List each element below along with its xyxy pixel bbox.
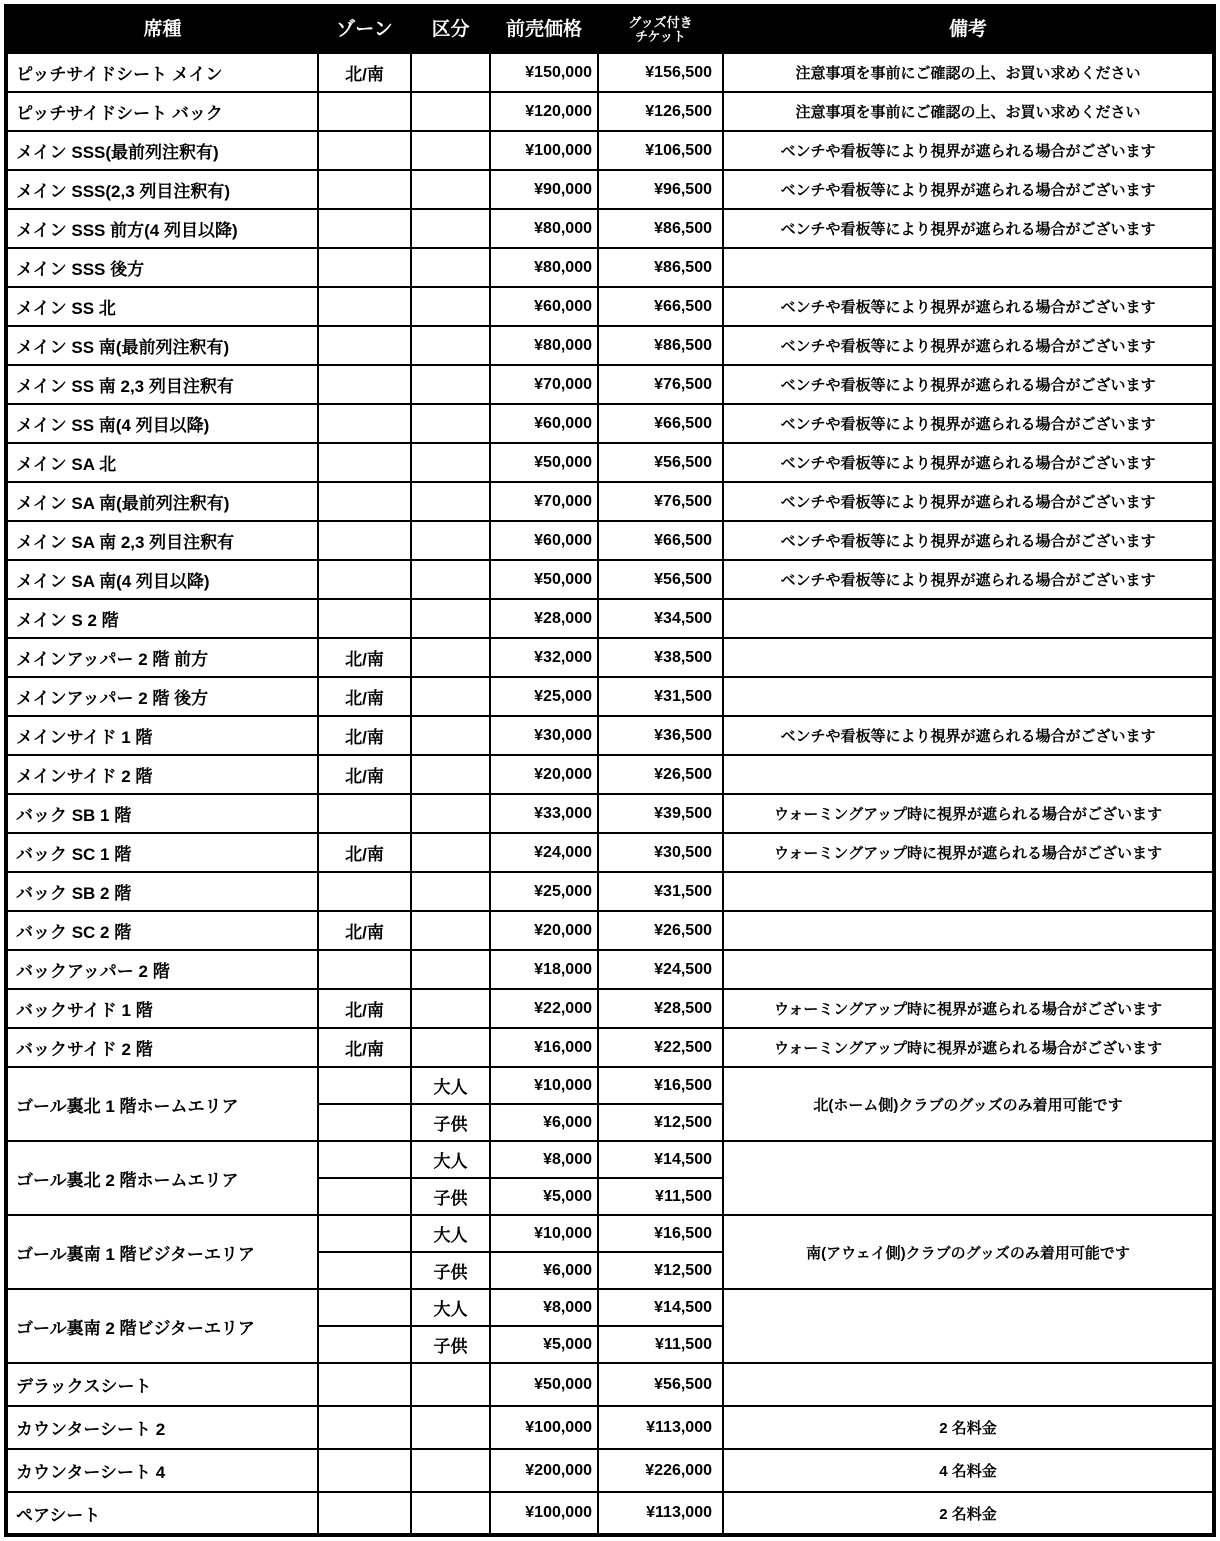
advance-price-cell: ¥25,000 [490, 872, 598, 911]
seat-type-cell: メイン SSS(最前列注釈有) [6, 131, 318, 170]
zone-cell [318, 131, 411, 170]
zone-cell: 北/南 [318, 716, 411, 755]
remarks-cell [723, 950, 1214, 989]
zone-cell [318, 950, 411, 989]
advance-price-cell: ¥5,000 [490, 1326, 598, 1363]
remarks-cell: ベンチや看板等により視界が遮られる場合がございます [723, 326, 1214, 365]
goods-ticket-price-cell: ¥31,500 [598, 677, 723, 716]
table-row [6, 404, 1214, 443]
goods-ticket-price-cell: ¥113,000 [598, 1406, 723, 1449]
col-header-goods-ticket [598, 6, 723, 53]
advance-price-cell: ¥60,000 [490, 287, 598, 326]
category-cell: 大人 [411, 1067, 490, 1104]
table-row [6, 170, 1214, 209]
table-row [6, 677, 1214, 716]
advance-price-cell: ¥70,000 [490, 365, 598, 404]
remarks-cell: ベンチや看板等により視界が遮られる場合がございます [723, 716, 1214, 755]
remarks-cell [723, 677, 1214, 716]
category-cell: 大人 [411, 1289, 490, 1326]
remarks-cell [723, 248, 1214, 287]
seat-type-cell: デラックスシート [6, 1363, 318, 1406]
category-cell [411, 209, 490, 248]
table-row [6, 1492, 1214, 1535]
table-header-row [6, 6, 1214, 53]
advance-price-cell: ¥50,000 [490, 443, 598, 482]
zone-cell [318, 248, 411, 287]
table-row [6, 1363, 1214, 1406]
advance-price-cell: ¥28,000 [490, 599, 598, 638]
seat-type-cell: カウンターシート 2 [6, 1406, 318, 1449]
ticket-price-table [4, 4, 1216, 1537]
table-row [6, 365, 1214, 404]
table-row [6, 1215, 1214, 1252]
remarks-cell: ベンチや看板等により視界が遮られる場合がございます [723, 404, 1214, 443]
zone-cell [318, 1104, 411, 1141]
remarks-cell: 2 名料金 [723, 1406, 1214, 1449]
category-cell [411, 599, 490, 638]
goods-ticket-price-cell: ¥12,500 [598, 1104, 723, 1141]
zone-cell: 北/南 [318, 1028, 411, 1067]
goods-ticket-price-cell: ¥38,500 [598, 638, 723, 677]
category-cell [411, 131, 490, 170]
category-cell [411, 989, 490, 1028]
seat-type-cell: ゴール裏北 1 階ホームエリア [6, 1067, 318, 1141]
remarks-cell: ベンチや看板等により視界が遮られる場合がございます [723, 482, 1214, 521]
remarks-cell: 4 名料金 [723, 1449, 1214, 1492]
advance-price-cell: ¥60,000 [490, 521, 598, 560]
remarks-cell: ウォーミングアップ時に視界が遮られる場合がございます [723, 794, 1214, 833]
seat-type-cell: メイン SA 南(最前列注釈有) [6, 482, 318, 521]
table-row [6, 209, 1214, 248]
table-row [6, 1067, 1214, 1104]
advance-price-cell: ¥50,000 [490, 1363, 598, 1406]
table-row [6, 599, 1214, 638]
seat-type-cell: ペアシート [6, 1492, 318, 1535]
goods-ticket-price-cell: ¥28,500 [598, 989, 723, 1028]
seat-type-cell: ゴール裏南 1 階ビジターエリア [6, 1215, 318, 1289]
goods-ticket-price-cell: ¥56,500 [598, 1363, 723, 1406]
table-row [6, 638, 1214, 677]
zone-cell [318, 1067, 411, 1104]
seat-type-cell: バック SB 1 階 [6, 794, 318, 833]
seat-type-cell: メインアッパー 2 階 前方 [6, 638, 318, 677]
table-row [6, 326, 1214, 365]
table-row [6, 833, 1214, 872]
goods-ticket-price-cell: ¥76,500 [598, 482, 723, 521]
goods-ticket-price-cell: ¥14,500 [598, 1141, 723, 1178]
advance-price-cell: ¥10,000 [490, 1215, 598, 1252]
zone-cell [318, 872, 411, 911]
goods-ticket-price-cell: ¥113,000 [598, 1492, 723, 1535]
seat-type-cell: バックサイド 1 階 [6, 989, 318, 1028]
category-cell [411, 404, 490, 443]
col-header-advance-price: 前売価格 [490, 6, 598, 53]
category-cell: 子供 [411, 1104, 490, 1141]
table-row [6, 872, 1214, 911]
table-row [6, 92, 1214, 131]
zone-cell: 北/南 [318, 638, 411, 677]
zone-cell [318, 1178, 411, 1215]
zone-cell [318, 1492, 411, 1535]
seat-type-cell: ピッチサイドシート メイン [6, 53, 318, 92]
zone-cell [318, 1215, 411, 1252]
remarks-cell: 注意事項を事前にご確認の上、お買い求めください [723, 92, 1214, 131]
remarks-cell [723, 755, 1214, 794]
zone-cell [318, 1363, 411, 1406]
advance-price-cell: ¥80,000 [490, 326, 598, 365]
advance-price-cell: ¥6,000 [490, 1104, 598, 1141]
advance-price-cell: ¥33,000 [490, 794, 598, 833]
goods-ticket-price-cell: ¥22,500 [598, 1028, 723, 1067]
table-row [6, 287, 1214, 326]
seat-type-cell: バック SC 1 階 [6, 833, 318, 872]
zone-cell [318, 92, 411, 131]
advance-price-cell: ¥100,000 [490, 1406, 598, 1449]
goods-ticket-price-cell: ¥76,500 [598, 365, 723, 404]
goods-ticket-price-cell: ¥16,500 [598, 1215, 723, 1252]
seat-type-cell: メイン SS 南(4 列目以降) [6, 404, 318, 443]
category-cell [411, 560, 490, 599]
category-cell [411, 287, 490, 326]
seat-type-cell: バックサイド 2 階 [6, 1028, 318, 1067]
goods-ticket-header-line2: チケット [635, 29, 686, 44]
goods-ticket-price-cell: ¥36,500 [598, 716, 723, 755]
category-cell [411, 950, 490, 989]
advance-price-cell: ¥100,000 [490, 131, 598, 170]
seat-type-cell: メインアッパー 2 階 後方 [6, 677, 318, 716]
advance-price-cell: ¥16,000 [490, 1028, 598, 1067]
goods-ticket-price-cell: ¥86,500 [598, 326, 723, 365]
seat-type-cell: ゴール裏南 2 階ビジターエリア [6, 1289, 318, 1363]
category-cell [411, 326, 490, 365]
advance-price-cell: ¥22,000 [490, 989, 598, 1028]
advance-price-cell: ¥70,000 [490, 482, 598, 521]
table-row [6, 131, 1214, 170]
seat-type-cell: バック SC 2 階 [6, 911, 318, 950]
zone-cell [318, 599, 411, 638]
goods-ticket-price-cell: ¥66,500 [598, 404, 723, 443]
table-row [6, 560, 1214, 599]
advance-price-cell: ¥8,000 [490, 1289, 598, 1326]
goods-ticket-price-cell: ¥56,500 [598, 560, 723, 599]
table-row [6, 53, 1214, 92]
table-row [6, 911, 1214, 950]
seat-type-cell: メイン SA 南 2,3 列目注釈有 [6, 521, 318, 560]
remarks-cell [723, 1363, 1214, 1406]
advance-price-cell: ¥5,000 [490, 1178, 598, 1215]
remarks-cell [723, 1289, 1214, 1363]
advance-price-cell: ¥20,000 [490, 911, 598, 950]
category-cell [411, 443, 490, 482]
zone-cell [318, 482, 411, 521]
goods-ticket-price-cell: ¥126,500 [598, 92, 723, 131]
goods-ticket-price-cell: ¥24,500 [598, 950, 723, 989]
zone-cell [318, 1141, 411, 1178]
seat-type-cell: メイン SSS(2,3 列目注釈有) [6, 170, 318, 209]
zone-cell [318, 1449, 411, 1492]
goods-ticket-price-cell: ¥26,500 [598, 755, 723, 794]
remarks-cell: ベンチや看板等により視界が遮られる場合がございます [723, 365, 1214, 404]
seat-type-cell: メイン SS 南(最前列注釈有) [6, 326, 318, 365]
zone-cell [318, 326, 411, 365]
goods-ticket-price-cell: ¥66,500 [598, 287, 723, 326]
category-cell [411, 755, 490, 794]
col-header-zone: ゾーン [318, 6, 411, 53]
table-row [6, 989, 1214, 1028]
zone-cell: 北/南 [318, 833, 411, 872]
table-row [6, 950, 1214, 989]
goods-ticket-price-cell: ¥156,500 [598, 53, 723, 92]
category-cell: 子供 [411, 1178, 490, 1215]
seat-type-cell: メイン SSS 後方 [6, 248, 318, 287]
category-cell [411, 521, 490, 560]
remarks-cell [723, 872, 1214, 911]
zone-cell: 北/南 [318, 911, 411, 950]
seat-type-cell: メイン SA 南(4 列目以降) [6, 560, 318, 599]
seat-type-cell: メイン SSS 前方(4 列目以降) [6, 209, 318, 248]
zone-cell [318, 1289, 411, 1326]
zone-cell [318, 287, 411, 326]
category-cell: 子供 [411, 1252, 490, 1289]
zone-cell [318, 365, 411, 404]
zone-cell: 北/南 [318, 677, 411, 716]
category-cell [411, 794, 490, 833]
goods-ticket-price-cell: ¥14,500 [598, 1289, 723, 1326]
category-cell [411, 638, 490, 677]
goods-ticket-price-cell: ¥56,500 [598, 443, 723, 482]
advance-price-cell: ¥60,000 [490, 404, 598, 443]
goods-ticket-price-cell: ¥11,500 [598, 1326, 723, 1363]
zone-cell [318, 404, 411, 443]
remarks-cell [723, 599, 1214, 638]
category-cell [411, 365, 490, 404]
remarks-cell: ウォーミングアップ時に視界が遮られる場合がございます [723, 1028, 1214, 1067]
advance-price-cell: ¥18,000 [490, 950, 598, 989]
seat-type-cell: メイン SS 北 [6, 287, 318, 326]
advance-price-cell: ¥150,000 [490, 53, 598, 92]
remarks-cell: ベンチや看板等により視界が遮られる場合がございます [723, 287, 1214, 326]
advance-price-cell: ¥50,000 [490, 560, 598, 599]
category-cell [411, 170, 490, 209]
price-table-body [6, 53, 1214, 1535]
remarks-cell: ベンチや看板等により視界が遮られる場合がございます [723, 131, 1214, 170]
zone-cell [318, 1326, 411, 1363]
goods-ticket-price-cell: ¥106,500 [598, 131, 723, 170]
category-cell [411, 92, 490, 131]
goods-ticket-price-cell: ¥31,500 [598, 872, 723, 911]
goods-ticket-price-cell: ¥66,500 [598, 521, 723, 560]
table-row [6, 1449, 1214, 1492]
category-cell [411, 1363, 490, 1406]
seat-type-cell: メイン SS 南 2,3 列目注釈有 [6, 365, 318, 404]
category-cell: 子供 [411, 1326, 490, 1363]
category-cell [411, 716, 490, 755]
table-row [6, 1028, 1214, 1067]
seat-type-cell: ピッチサイドシート バック [6, 92, 318, 131]
goods-ticket-price-cell: ¥34,500 [598, 599, 723, 638]
goods-ticket-price-cell: ¥226,000 [598, 1449, 723, 1492]
advance-price-cell: ¥90,000 [490, 170, 598, 209]
category-cell: 大人 [411, 1215, 490, 1252]
remarks-cell: 北(ホーム側)クラブのグッズのみ着用可能です [723, 1067, 1214, 1141]
advance-price-cell: ¥24,000 [490, 833, 598, 872]
table-row [6, 1406, 1214, 1449]
advance-price-cell: ¥20,000 [490, 755, 598, 794]
category-cell [411, 872, 490, 911]
zone-cell [318, 443, 411, 482]
advance-price-cell: ¥200,000 [490, 1449, 598, 1492]
advance-price-cell: ¥6,000 [490, 1252, 598, 1289]
table-row [6, 248, 1214, 287]
table-row [6, 1141, 1214, 1178]
table-row [6, 716, 1214, 755]
remarks-cell: ベンチや看板等により視界が遮られる場合がございます [723, 170, 1214, 209]
advance-price-cell: ¥120,000 [490, 92, 598, 131]
remarks-cell: ウォーミングアップ時に視界が遮られる場合がございます [723, 989, 1214, 1028]
goods-ticket-price-cell: ¥39,500 [598, 794, 723, 833]
advance-price-cell: ¥30,000 [490, 716, 598, 755]
table-row [6, 1289, 1214, 1326]
table-row [6, 482, 1214, 521]
advance-price-cell: ¥8,000 [490, 1141, 598, 1178]
remarks-cell: 南(アウェイ側)クラブのグッズのみ着用可能です [723, 1215, 1214, 1289]
goods-ticket-price-cell: ¥12,500 [598, 1252, 723, 1289]
seat-type-cell: メインサイド 2 階 [6, 755, 318, 794]
zone-cell [318, 560, 411, 599]
seat-type-cell: メイン SA 北 [6, 443, 318, 482]
goods-ticket-price-cell: ¥96,500 [598, 170, 723, 209]
goods-ticket-price-cell: ¥26,500 [598, 911, 723, 950]
seat-type-cell: メイン S 2 階 [6, 599, 318, 638]
category-cell [411, 1406, 490, 1449]
goods-ticket-price-cell: ¥30,500 [598, 833, 723, 872]
zone-cell: 北/南 [318, 53, 411, 92]
zone-cell: 北/南 [318, 989, 411, 1028]
advance-price-cell: ¥80,000 [490, 209, 598, 248]
zone-cell [318, 521, 411, 560]
category-cell [411, 482, 490, 521]
advance-price-cell: ¥80,000 [490, 248, 598, 287]
table-row [6, 794, 1214, 833]
zone-cell [318, 170, 411, 209]
remarks-cell [723, 1141, 1214, 1215]
zone-cell [318, 1252, 411, 1289]
advance-price-cell: ¥10,000 [490, 1067, 598, 1104]
category-cell: 大人 [411, 1141, 490, 1178]
table-row [6, 755, 1214, 794]
seat-type-cell: ゴール裏北 2 階ホームエリア [6, 1141, 318, 1215]
col-header-category: 区分 [411, 6, 490, 53]
table-row [6, 521, 1214, 560]
goods-ticket-price-cell: ¥86,500 [598, 209, 723, 248]
remarks-cell: ベンチや看板等により視界が遮られる場合がございます [723, 521, 1214, 560]
col-header-remarks: 備考 [723, 6, 1214, 53]
category-cell [411, 1028, 490, 1067]
remarks-cell: 注意事項を事前にご確認の上、お買い求めください [723, 53, 1214, 92]
remarks-cell: ベンチや看板等により視界が遮られる場合がございます [723, 560, 1214, 599]
seat-type-cell: メインサイド 1 階 [6, 716, 318, 755]
advance-price-cell: ¥100,000 [490, 1492, 598, 1535]
goods-ticket-price-cell: ¥16,500 [598, 1067, 723, 1104]
category-cell [411, 248, 490, 287]
remarks-cell: 2 名料金 [723, 1492, 1214, 1535]
seat-type-cell: バック SB 2 階 [6, 872, 318, 911]
remarks-cell: ベンチや看板等により視界が遮られる場合がございます [723, 443, 1214, 482]
seat-type-cell: バックアッパー 2 階 [6, 950, 318, 989]
seat-type-cell: カウンターシート 4 [6, 1449, 318, 1492]
category-cell [411, 1492, 490, 1535]
category-cell [411, 833, 490, 872]
goods-ticket-price-cell: ¥11,500 [598, 1178, 723, 1215]
goods-ticket-header-line1: グッズ付き [628, 14, 693, 30]
col-header-seat-type: 席種 [6, 6, 318, 53]
advance-price-cell: ¥32,000 [490, 638, 598, 677]
table-header [6, 6, 1214, 53]
zone-cell [318, 1406, 411, 1449]
category-cell [411, 911, 490, 950]
zone-cell [318, 209, 411, 248]
remarks-cell [723, 638, 1214, 677]
advance-price-cell: ¥25,000 [490, 677, 598, 716]
remarks-cell [723, 911, 1214, 950]
zone-cell [318, 794, 411, 833]
remarks-cell: ウォーミングアップ時に視界が遮られる場合がございます [723, 833, 1214, 872]
remarks-cell: ベンチや看板等により視界が遮られる場合がございます [723, 209, 1214, 248]
zone-cell: 北/南 [318, 755, 411, 794]
category-cell [411, 677, 490, 716]
category-cell [411, 1449, 490, 1492]
table-row [6, 443, 1214, 482]
goods-ticket-price-cell: ¥86,500 [598, 248, 723, 287]
category-cell [411, 53, 490, 92]
